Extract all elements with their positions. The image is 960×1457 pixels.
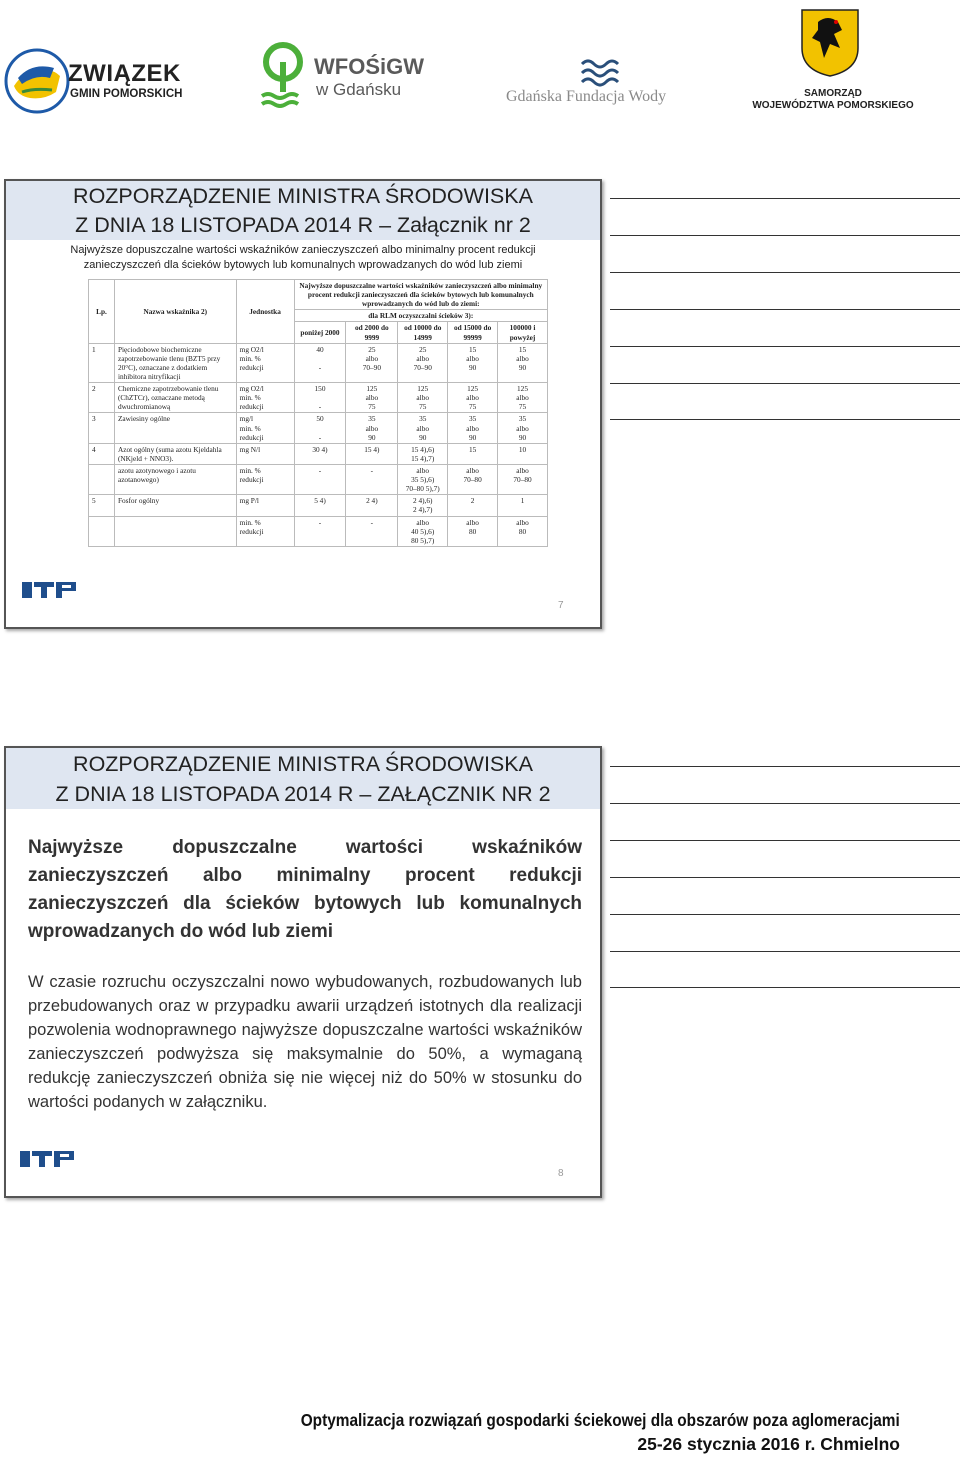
itp-logo: [20, 579, 80, 606]
samorzad-line2: WOJEWÓDZTWA POMORSKIEGO: [752, 100, 914, 111]
table-cell: [294, 383, 346, 413]
zwiazek-gmin-pomorskich-logo: [4, 46, 184, 118]
unit-line: redukcji: [239, 402, 264, 412]
value-line: 35: [468, 414, 477, 424]
unit-line: min. %: [239, 393, 261, 403]
value-line: 90: [468, 362, 477, 372]
value-line: 90: [518, 432, 527, 442]
table-cell: [398, 516, 448, 546]
col-unit-header: Jednostka: [236, 280, 294, 344]
unit-line: mg P/l: [239, 496, 259, 506]
table-cell: [346, 516, 398, 546]
table-cell: [346, 464, 398, 494]
notes-line: [610, 914, 960, 915]
group-header: Najwyższe dopuszczalne wartości wskaźników zanieczyszczeń albo minimalny procent redukcji zanieczyszczeń dla ścieków bytowych lub komunalnych wprowadzanych do wód lub do ziemi:: [294, 280, 547, 310]
unit-line: min. %: [239, 517, 261, 527]
table-cell: [448, 413, 498, 443]
value-line: 70–90: [413, 362, 432, 372]
slide-7-subtitle: [6, 243, 600, 273]
itp-logo-icon: [20, 579, 80, 601]
rlm-col-header: poniżej 2000: [294, 322, 346, 343]
table-cell: [236, 464, 294, 494]
value-line: 90: [368, 432, 376, 442]
slide-7-title-line1: ROZPORZĄDZENIE MINISTRA ŚRODOWISKA: [73, 184, 533, 208]
zwiazek-emblem-icon: [4, 48, 70, 114]
value-line: 125: [417, 384, 429, 394]
value-line: albo: [516, 353, 529, 363]
notes-line: [610, 987, 960, 988]
unit-line: redukcji: [239, 475, 264, 485]
unit-line: mg O2/l: [239, 344, 264, 354]
table-cell: [294, 495, 346, 516]
value-line: albo: [416, 423, 429, 433]
table-cell: [346, 495, 398, 516]
table-row: [89, 413, 548, 443]
table-cell: [448, 343, 498, 382]
logo-bar: [0, 0, 960, 130]
value-line: 25: [368, 344, 376, 354]
value-line: 80: [518, 526, 527, 536]
itp-logo-icon: [18, 1148, 78, 1170]
value-line: 2: [470, 496, 475, 506]
table-row: [89, 443, 548, 464]
gdanska-fundacja-wody-logo: [506, 56, 696, 112]
wfosigw-name: WFOŚiGW: [314, 54, 424, 79]
table-cell: [398, 343, 448, 382]
table-cell: Fosfor ogólny: [114, 495, 236, 516]
value-line: -: [318, 432, 322, 442]
slide-7-subtitle-line1: Najwyższe dopuszczalne wartości wskaźników zanieczyszczeń albo minimalny procent redukcji: [70, 244, 536, 256]
table-cell: 4: [89, 443, 115, 464]
table-cell: [498, 413, 548, 443]
table-cell: [448, 495, 498, 516]
value-line: albo: [416, 465, 429, 475]
value-line: 40: [316, 344, 324, 354]
table-cell: [398, 383, 448, 413]
table-cell: 5: [89, 495, 115, 516]
unit-line: redukcji: [239, 432, 264, 442]
unit-line: mg N/l: [239, 444, 261, 454]
value-line: 90: [518, 362, 527, 372]
table-cell: [346, 443, 398, 464]
value-line: albo: [516, 423, 529, 433]
value-line: -: [318, 465, 322, 475]
table-cell: [236, 413, 294, 443]
table-cell: [89, 516, 115, 546]
value-line: 1: [520, 496, 525, 506]
table-cell: [448, 516, 498, 546]
notes-line: [610, 419, 960, 420]
table-cell: [346, 343, 398, 382]
value-line: 25: [419, 344, 427, 354]
unit-line: redukcji: [239, 362, 264, 372]
value-line: 90: [419, 432, 427, 442]
value-line: albo: [416, 353, 429, 363]
value-line: 125: [467, 384, 479, 394]
table-cell: 3: [89, 413, 115, 443]
samorzad-wojewodztwa-logo: [748, 8, 918, 112]
table-cell: Azot ogólny (suma azotu Kjeldahla (NKjeld + NNO3).: [114, 443, 236, 464]
table-cell: [346, 413, 398, 443]
notes-line: [610, 235, 960, 236]
regulation-table: [88, 279, 548, 547]
slide-7-title: [6, 181, 600, 240]
unit-line: min. %: [239, 353, 261, 363]
notes-line: [610, 346, 960, 347]
value-line: albo: [516, 517, 529, 527]
slide-7-subtitle-line2: zanieczyszczeń dla ścieków bytowych lub komunalnych wprowadzanych do wód lub ziemi: [83, 259, 523, 271]
table-row: [89, 516, 548, 546]
value-line: albo: [466, 465, 479, 475]
footer-date-place: 25-26 stycznia 2016 r. Chmielno: [637, 1434, 900, 1454]
table-cell: [448, 383, 498, 413]
table-cell: 2: [89, 383, 115, 413]
table-cell: [294, 516, 346, 546]
table-cell: [498, 495, 548, 516]
slide-8: [4, 746, 602, 1198]
value-line: 15 4): [364, 444, 380, 454]
table-cell: azotu azotynowego i azotu azotanowego): [114, 464, 236, 494]
value-line: 5 4): [314, 496, 326, 506]
table-cell: [294, 443, 346, 464]
value-line: -: [318, 402, 322, 412]
footer-event-title: Optymalizacja rozwiązań gospodarki ściekowej dla obszarów poza aglomeracjami: [300, 1410, 900, 1430]
value-line: albo: [365, 423, 379, 433]
value-line: [298, 354, 343, 363]
table-cell: [498, 464, 548, 494]
value-line: -: [318, 362, 322, 372]
value-line: albo: [365, 393, 379, 403]
value-line: [298, 424, 343, 433]
value-line: 80 5),7): [411, 535, 435, 545]
value-line: albo: [416, 393, 429, 403]
table-cell: [448, 443, 498, 464]
wfosigw-logo: [258, 40, 438, 112]
slide-8-heading: Najwyższe dopuszczalne wartości wskaźników zanieczyszczeń albo minimalny procent redukcji zanieczyszczeń dla ścieków bytowych lub komunalnych wprowadzanych do wód lub ziemi: [28, 837, 582, 942]
zwiazek-subname: GMIN POMORSKICH: [70, 88, 183, 100]
notes-line: [610, 309, 960, 310]
value-line: 70–80: [463, 475, 482, 485]
notes-line: [610, 198, 960, 199]
slide-8-title-line2: Z DNIA 18 LISTOPADA 2014 R – ZAŁĄCZNIK NR 2: [55, 782, 551, 806]
rlm-col-header: od 2000 do 9999: [346, 322, 398, 343]
value-line: 70–90: [362, 362, 381, 372]
col-lp-header: Lp.: [89, 280, 115, 344]
slide-7-title-line2: Z DNIA 18 LISTOPADA 2014 R – Załącznik nr 2: [75, 213, 531, 237]
value-line: 10: [518, 444, 527, 454]
rlm-col-header: 100000 i powyżej: [498, 322, 548, 343]
table-cell: [498, 383, 548, 413]
unit-line: min. %: [239, 465, 261, 475]
table-cell: [398, 495, 448, 516]
table-cell: [498, 443, 548, 464]
table-cell: [114, 516, 236, 546]
value-line: 35: [419, 414, 427, 424]
value-line: 35: [518, 414, 527, 424]
slide-8-page-number: 8: [558, 1168, 564, 1179]
table-cell: Chemiczne zapotrzebowanie tlenu (ChZTCr), oznaczane metodą dwuchromianową: [114, 383, 236, 413]
notes-line: [610, 803, 960, 804]
value-line: 35 5),6): [411, 475, 435, 485]
rlm-col-header: od 15000 do 99999: [448, 322, 498, 343]
value-line: 2 4),7): [412, 505, 433, 515]
table-cell: [236, 495, 294, 516]
wfosigw-city: w Gdańsku: [316, 80, 402, 99]
value-line: albo: [365, 353, 379, 363]
col-name-header: Nazwa wskaźnika 2): [114, 280, 236, 344]
notes-line: [610, 383, 960, 384]
unit-line: min. %: [239, 423, 261, 433]
value-line: albo: [466, 353, 479, 363]
table-cell: [398, 443, 448, 464]
table-cell: [236, 516, 294, 546]
value-line: 15 4),7): [411, 453, 435, 463]
value-line: 75: [518, 402, 527, 412]
griffin-coat-of-arms-icon: [800, 8, 860, 78]
value-line: 70–80: [513, 475, 532, 485]
notes-lines-slide-7: [610, 198, 960, 428]
value-line: 15 4),6): [411, 444, 435, 454]
notes-line: [610, 877, 960, 878]
table-cell: [498, 516, 548, 546]
value-line: 30 4): [312, 444, 328, 454]
value-line: -: [370, 517, 374, 527]
value-line: 40 5),6): [411, 526, 435, 536]
value-line: 15: [468, 444, 477, 454]
unit-line: mg O2/l: [239, 384, 264, 394]
notes-line: [610, 272, 960, 273]
value-line: -: [318, 517, 322, 527]
value-line: albo: [466, 423, 479, 433]
regulation-table-body: [89, 343, 548, 546]
table-row: [89, 495, 548, 516]
value-line: 2 4),6): [412, 496, 433, 506]
slide-8-body: W czasie rozruchu oczyszczalni nowo wybudowanych, rozbudowanych lub przebudowanych oraz w przypadku awarii urządzeń istotnych dla realizacji pozwolenia wodnoprawnego najwyższe dopuszczalne wartości wskaźników zanieczyszczeń podwyższa się maksymalnie do 50%, a wymaganą redukcję zanieczyszczeń obniża się nie więcej niż do 50% w stosunku do wartości podanych w załączniku.: [28, 973, 582, 1111]
water-waves-icon: [580, 56, 620, 90]
value-line: 35: [368, 414, 376, 424]
value-line: albo: [416, 517, 429, 527]
value-line: 15: [518, 344, 527, 354]
zwiazek-name: ZWIĄZEK: [68, 60, 181, 87]
value-line: 75: [419, 402, 427, 412]
value-line: albo: [466, 517, 479, 527]
table-row: [89, 383, 548, 413]
value-line: 75: [468, 402, 477, 412]
slide-7: [4, 179, 602, 629]
value-line: 15: [468, 344, 477, 354]
value-line: 2 4): [366, 496, 378, 506]
notes-line: [610, 766, 960, 767]
slide-8-title-line1: ROZPORZĄDZENIE MINISTRA ŚRODOWISKA: [73, 752, 533, 776]
value-line: 125: [517, 384, 528, 394]
table-cell: 1: [89, 343, 115, 382]
value-line: 50: [316, 414, 324, 424]
table-cell: [294, 413, 346, 443]
footer: [219, 1408, 900, 1456]
value-line: albo: [466, 393, 479, 403]
subgroup-header: dla RLM oczyszczalni ścieków 3):: [294, 310, 547, 322]
value-line: 80: [468, 526, 477, 536]
notes-lines-slide-8: [610, 766, 960, 996]
unit-line: redukcji: [239, 526, 264, 536]
table-cell: [236, 443, 294, 464]
value-line: -: [370, 465, 374, 475]
slide-8-title: [6, 748, 600, 809]
value-line: [298, 393, 343, 402]
regulation-table-wrapper: [88, 279, 548, 547]
value-line: 125: [366, 384, 378, 394]
table-cell: [398, 413, 448, 443]
table-cell: [89, 464, 115, 494]
notes-line: [610, 951, 960, 952]
value-line: 75: [368, 402, 376, 412]
table-cell: [346, 383, 398, 413]
table-cell: Pięciodobowe biochemiczne zapotrzebowanie tlenu (BZT5 przy 20°C), oznaczane z dodatkiem inhibitora nitryfikacji: [114, 343, 236, 382]
table-cell: [398, 464, 448, 494]
table-cell: [236, 383, 294, 413]
table-cell: [498, 343, 548, 382]
value-line: 90: [468, 432, 477, 442]
itp-logo: [18, 1148, 78, 1175]
slide-7-page-number: 7: [558, 600, 564, 611]
rlm-col-header: od 10000 do 14999: [398, 322, 448, 343]
table-row: [89, 343, 548, 382]
value-line: albo: [516, 465, 529, 475]
table-cell: Zawiesiny ogólne: [114, 413, 236, 443]
table-cell: [448, 464, 498, 494]
table-row: [89, 464, 548, 494]
table-cell: [236, 343, 294, 382]
fundacja-name: Gdańska Fundacja Wody: [506, 88, 667, 105]
value-line: 150: [314, 384, 326, 394]
unit-line: mg/l: [239, 414, 254, 424]
notes-line: [610, 840, 960, 841]
table-cell: [294, 464, 346, 494]
tree-icon: [258, 40, 308, 110]
samorzad-line1: SAMORZĄD: [804, 88, 862, 99]
value-line: 70–80 5),7): [405, 484, 440, 494]
table-cell: [294, 343, 346, 382]
value-line: albo: [516, 393, 529, 403]
